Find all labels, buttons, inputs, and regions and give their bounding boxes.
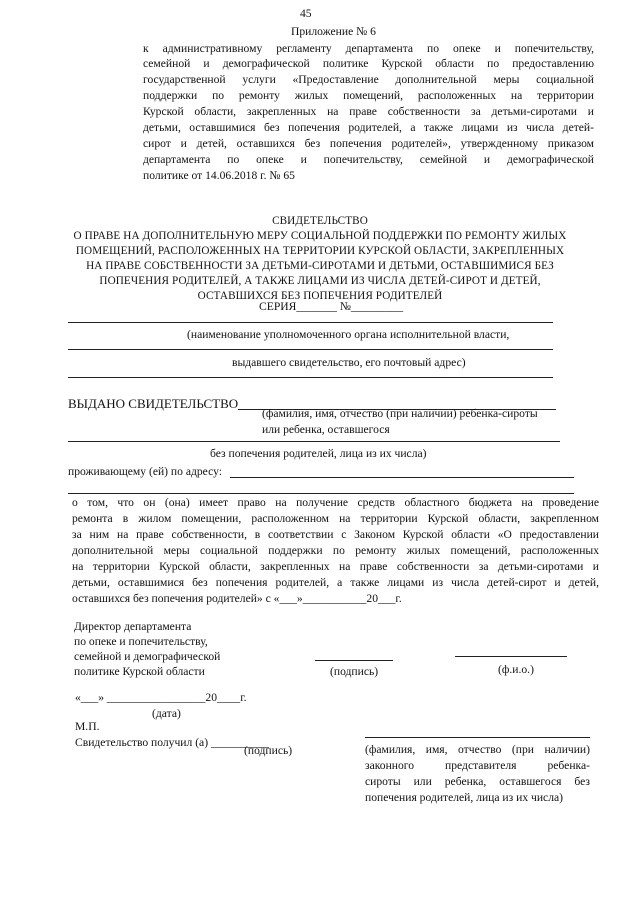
issued-to-label: ВЫДАНО СВИДЕТЕЛЬСТВО [68,396,239,411]
certificate-title-line: НА ПРАВЕ СОБСТВЕННОСТИ ЗА ДЕТЬМИ-СИРОТАМИ И ДЕТЬМИ, ОСТАВШИМИСЯ БЕЗ [86,260,554,272]
appendix-line: детьми, оставшимися без попечения родителей, а также лицами из числа детей- [143,121,594,134]
director-line: политике Курской области [74,665,205,678]
authority-caption: (наименование уполномоченного органа исполнительной власти, [187,328,510,341]
body-line: о том, что он (она) имеет право на получение средств областного бюджета на проведение [72,496,599,509]
address-line[interactable] [230,477,574,478]
representative-caption-line: сироты или ребенка, оставшегося без [365,775,590,788]
address-label: проживающему (ей) по адресу: [68,465,222,478]
director-line: Директор департамента [74,620,192,633]
appendix-line: поддержки по ремонту жилых помещений, расположенных на территории [143,89,594,102]
representative-caption-line: попечения родителей, лица из их числа) [365,791,563,804]
certificate-title-line: О ПРАВЕ НА ДОПОЛНИТЕЛЬНУЮ МЕРУ СОЦИАЛЬНОЙ ПОДДЕРЖКИ ПО РЕМОНТУ ЖИЛЫХ [73,230,567,242]
director-line: семейной и демографической [74,650,221,663]
authority-caption: выдавшего свидетельство, его почтовый адрес) [232,356,466,369]
child-caption: (фамилия, имя, отчество (при наличии) ребенка-сироты [262,407,538,420]
representative-caption-line: законного представителя ребенка- [365,759,590,772]
authority-line[interactable] [68,349,553,350]
certificate-series: СЕРИЯ_______ №_________ [259,300,404,313]
body-line: на территории Курской области, закрепленных на праве собственности за детьми-сиротами и [72,560,599,573]
director-name-caption: (ф.и.о.) [498,663,534,676]
certificate-title-line: ОСТАВШИХСЯ БЕЗ ПОПЕЧЕНИЯ РОДИТЕЛЕЙ [197,290,443,302]
authority-line[interactable] [68,377,553,378]
certificate-heading: СВИДЕТЕЛЬСТВО [272,215,368,227]
child-caption: без попечения родителей, лица из их числа) [210,447,427,460]
body-line: ремонта в жилом помещении, расположенном на территории Курской области, закрепленном [72,512,599,525]
date-line[interactable]: «___» _________________20____г. [75,691,247,704]
director-signature-line[interactable] [315,660,393,661]
authority-line[interactable] [68,322,553,323]
body-line: за ним на праве собственности, в соответствии с Законом Курской области «О предоставлении [72,528,599,541]
date-caption: (дата) [152,707,181,720]
seal-label: М.П. [75,720,100,733]
certificate-title-line: ПОМЕЩЕНИЙ, РАСПОЛОЖЕННЫХ НА ТЕРРИТОРИИ КУРСКОЙ ОБЛАСТИ, ЗАКРЕПЛЕННЫХ [75,245,565,257]
appendix-line: Курской области, закрепленных на праве собственности за детьми-сиротами и [143,105,594,118]
page-number: 45 [300,7,312,20]
appendix-line: политике от 14.06.2018 г. № 65 [143,169,295,182]
appendix-title: Приложение № 6 [291,25,376,38]
director-line: по опеке и попечительству, [74,635,208,648]
director-signature-caption: (подпись) [330,665,379,678]
appendix-line: сирот и детей, оставшихся без попечения родителей», утвержденному приказом [143,137,594,150]
appendix-line: к административному регламенту департамента по опеке и попечительству, [143,42,594,55]
director-name-line[interactable] [455,656,567,657]
child-caption: или ребенка, оставшегося [262,423,390,436]
received-signature-caption: (подпись) [244,744,293,757]
representative-line[interactable] [365,737,590,738]
appendix-line: департамента по опеке и попечительству, семейной и демографической [143,153,594,166]
address-line[interactable] [68,493,574,494]
child-line[interactable] [68,441,560,442]
body-line: детьми, оставшимися без попечения родителей, а также лицами из числа детей-сирот и детей, [72,576,599,589]
body-line: оставшихся без попечения родителей» с «___»___________20___г. [72,592,402,605]
appendix-line: семейной и демографической политике Курской области по предоставлению [143,57,594,70]
certificate-title-line: ПОПЕЧЕНИЯ РОДИТЕЛЕЙ, А ТАКЖЕ ЛИЦАМИ ИЗ ЧИСЛА ДЕТЕЙ-СИРОТ И ДЕТЕЙ, [99,275,541,287]
body-line: дополнительной меры социальной поддержки по ремонту жилых помещений, расположенных [72,544,599,557]
representative-caption-line: (фамилия, имя, отчество (при наличии) [365,743,590,756]
received-label[interactable]: Свидетельство получил (а) __________ [75,736,269,749]
appendix-line: государственной услуги «Предоставление дополнительной меры социальной [143,73,594,86]
